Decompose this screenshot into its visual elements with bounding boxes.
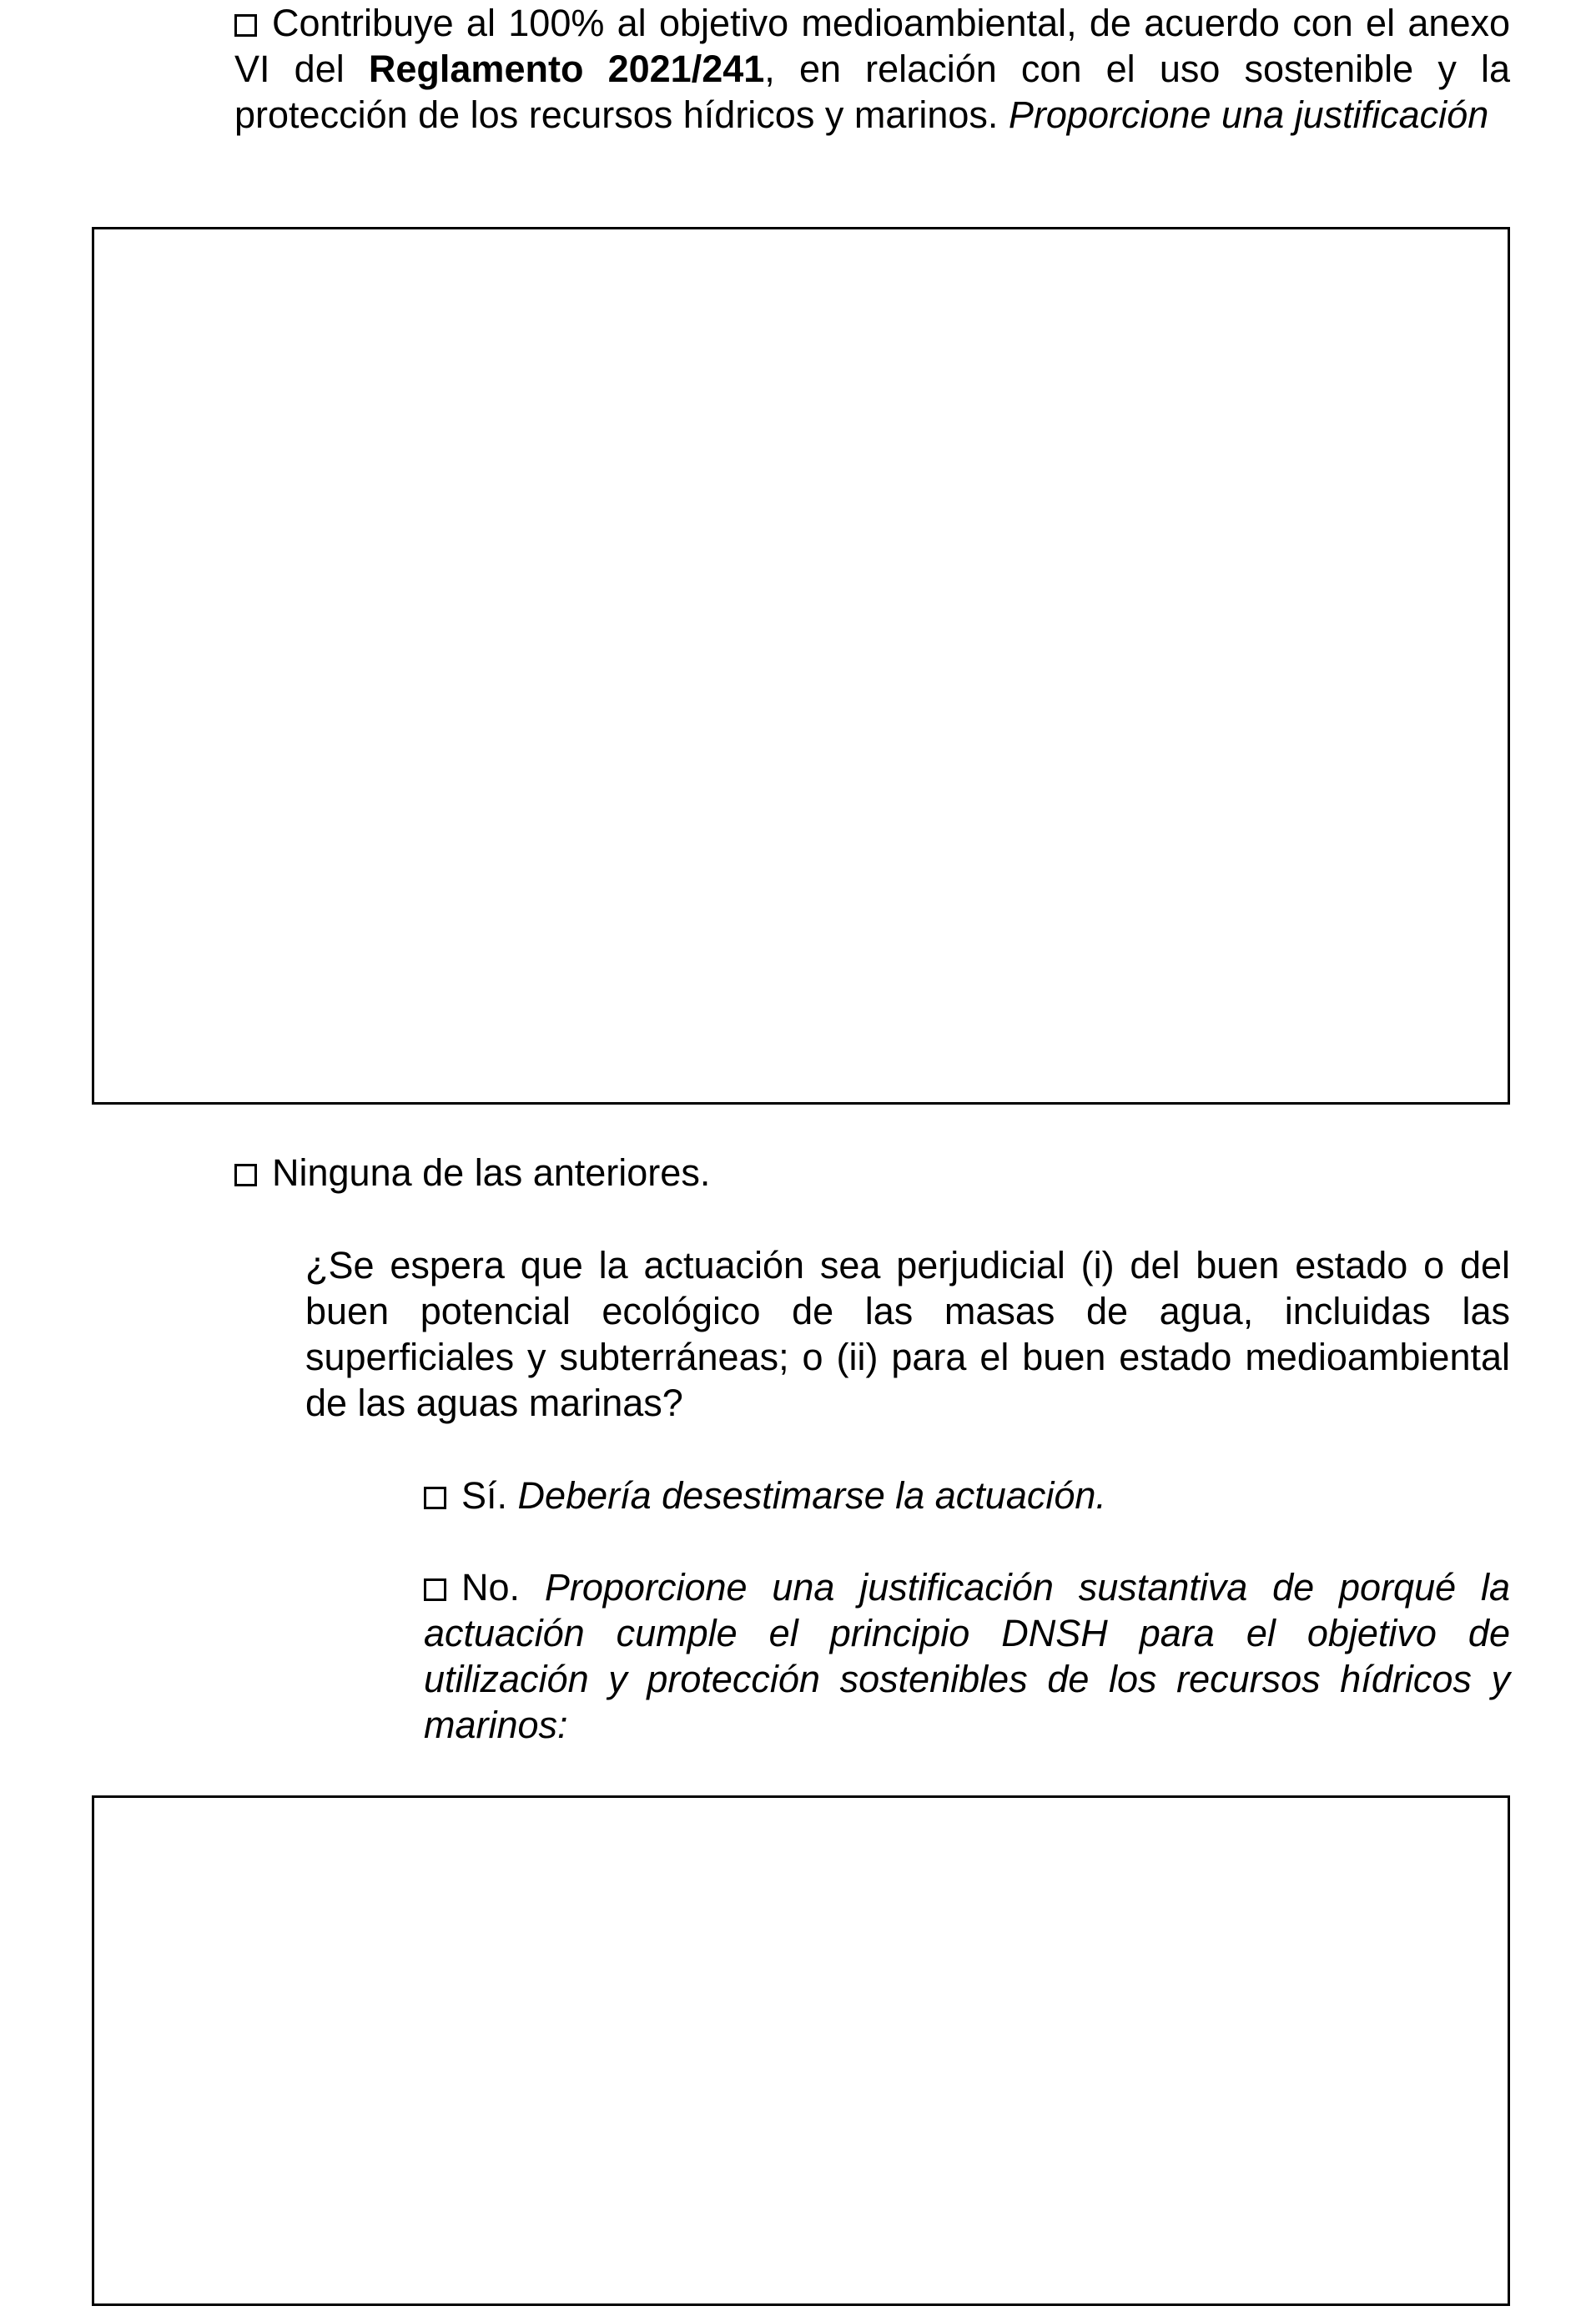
checkbox-si[interactable]: [424, 1487, 446, 1509]
option-ninguna-paragraph: [234, 1150, 1510, 1196]
contribuye-text: Contribuye al 100% al objetivo medioambiental, de acuerdo con el anexo VI del: [234, 2, 1510, 90]
dnsh-justification-text-box[interactable]: [92, 1795, 1510, 2306]
checkbox-contribuye[interactable]: [234, 14, 257, 37]
si-instruction: Debería desestimarse la actuación.: [517, 1474, 1106, 1517]
option-si-paragraph: Sí. Debería desestimarse la actuación.: [424, 1473, 1510, 1518]
si-label: Sí: [461, 1474, 497, 1517]
option-no-paragraph: No. Proporcione una justificación sustantiva de porqué la actuación cumple el principio DNSH para el objetivo de utilización y protección sostenibles de los recursos hídricos y marinos:: [424, 1566, 1510, 1746]
justification-instruction: Proporcione una justificación: [1008, 93, 1489, 136]
option-contribuye-paragraph: [234, 0, 1510, 138]
no-instruction: Proporcione una justificación sustantiva de porqué la actuación cumple el principio DNSH para el objetivo de utilización y protección sostenibles de los recursos hídricos y marinos:: [424, 1566, 1510, 1746]
checkbox-ninguna[interactable]: [234, 1164, 257, 1186]
question-paragraph: ¿Se espera que la actuación sea perjudicial (i) del buen estado o del buen potencial ecológico de las masas de agua, incluidas las superficiales y subterráneas; o (ii) para el buen estado medioambiental de las aguas marinas?: [305, 1244, 1510, 1424]
regulation-reference: Reglamento 2021/241: [368, 48, 765, 90]
justification-text-box[interactable]: [92, 227, 1510, 1105]
checkbox-no[interactable]: [424, 1578, 446, 1601]
contribuye-text-continued: , en relación con el uso sostenible y la protección de los recursos hídricos y marinos.: [234, 48, 1511, 136]
ninguna-text: Ninguna de las anteriores.: [272, 1151, 711, 1194]
no-label: No: [461, 1566, 510, 1609]
